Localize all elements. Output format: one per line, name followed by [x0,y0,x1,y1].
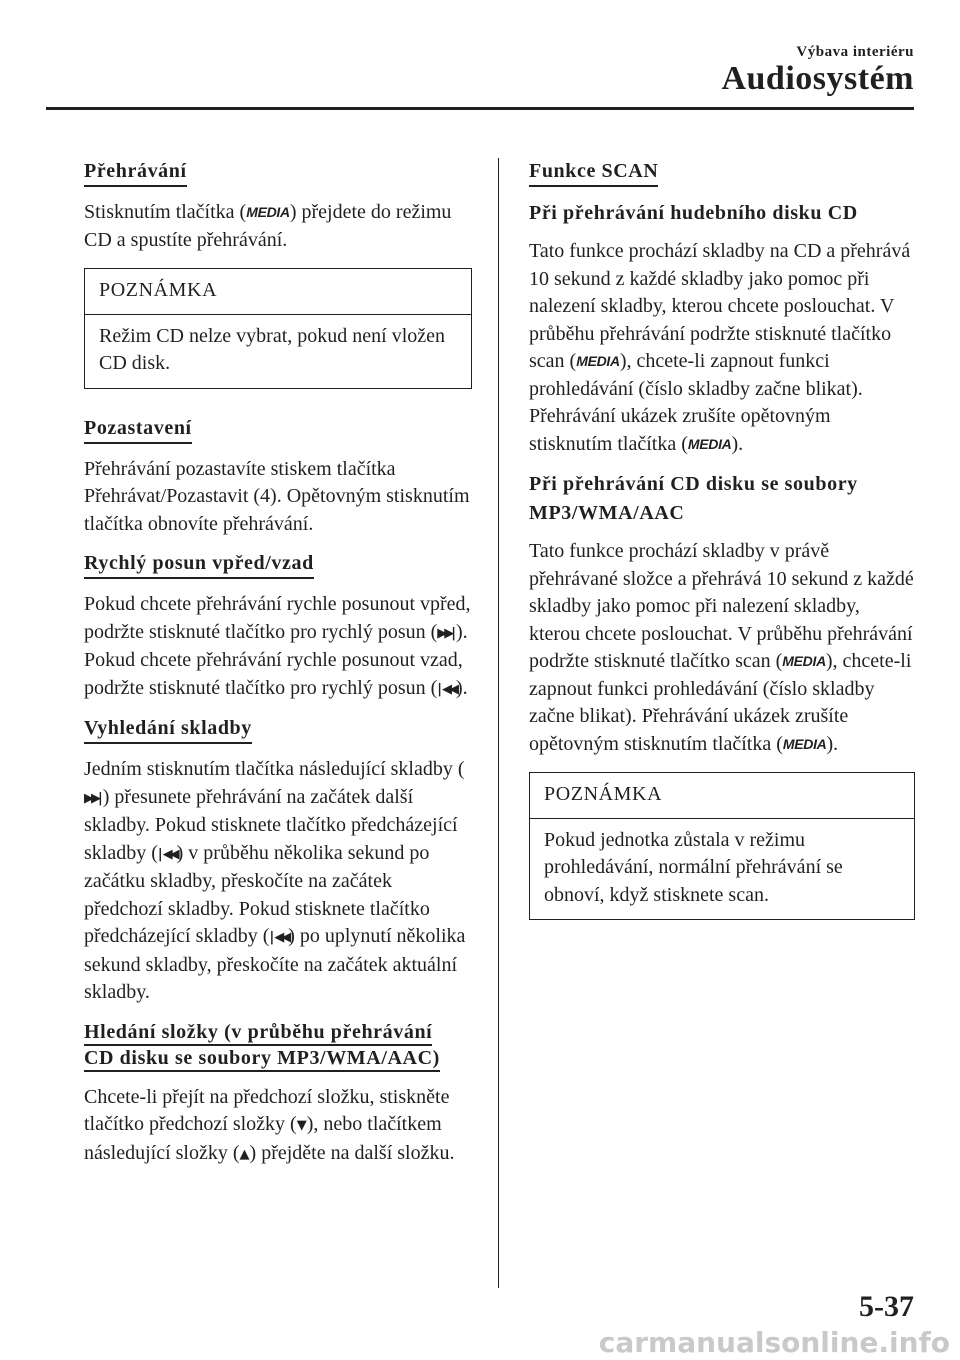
media-button-icon: MEDIA [782,653,826,669]
pause-heading: Pozastavení [84,415,192,444]
scan-mp3-subheading: Při přehrávání CD disku se soubory MP3/WMA/AAC [529,473,858,524]
fast-forward-heading: Rychlý posun vpřed/vzad [84,550,314,579]
page-number: 5-37 [859,1290,914,1323]
watermark: carmanualsonline.info [598,1326,950,1359]
scan-cd-subheading: Při přehrávání hudebního disku CD [529,202,858,224]
playback-heading: Přehrávání [84,158,187,187]
folder-search-heading: Hledání složky (v průběhu přehrávání CD disku se soubory MP3/WMA/AAC) [84,1019,472,1072]
scan-mp3-text: Tato funkce prochází skladby v právě přehrávané složce a přehrává 10 sekund z každé skladby jako pomoc při nalezení skladby, kterou chcete poslouchat. V průběhu přehrávání podržte stisknuté tlačítko scan (MEDIA), chcete-li zapnout funkci prohledávání (číslo skladby začne blikat). Přehrávání ukázek zrušíte opětovným stisknutím tlačítka (MEDIA). [529,538,915,758]
track-search-text: Jedním stisknutím tlačítka následující skladby (▶▶|) přesunete přehrávání na začátek další skladby. Pokud stisknete tlačítko předcházející skladby (|◀◀) v průběhu několika sekund po začátku skladby, přeskočíte na začátek předchozí skladby. Pokud stisknete tlačítko předcházející skladby (|◀◀) po uplynutí několika sekund skladby, přeskočíte na začátek aktuální skladby. [84,758,466,1003]
note-body: Režim CD nelze vybrat, pokud není vložen CD disk. [99,324,446,374]
prev-track-icon: |◀◀ [269,930,289,945]
header-title: Audiosystém [721,60,914,97]
header-section-label: Výbava interiéru [796,44,914,60]
header-rule [46,107,914,110]
prev-track-icon: |◀◀ [157,846,177,862]
playback-note [84,268,472,389]
folder-search-text: Chcete-li přejít na předchozí složku, stiskněte tlačítko předchozí složky (▼), nebo tlačítkem následující složky (▲) přejděte na další složku. [84,1084,472,1169]
media-button-icon: MEDIA [246,204,290,220]
left-column [84,158,472,1180]
prev-track-icon: |◀◀ [437,681,457,697]
scan-note [529,772,915,920]
next-track-icon: ▶▶| [84,790,103,806]
next-track-icon: ▶▶| [437,625,457,641]
media-button-icon: MEDIA [687,435,732,452]
note-title: POZNÁMKA [530,773,914,819]
note-title: POZNÁMKA [85,269,471,315]
down-triangle-icon: ▼ [296,1118,307,1133]
up-triangle-icon: ▲ [239,1146,250,1162]
fast-forward-text: Pokud chcete přehrávání rychle posunout vpřed, podržte stisknuté tlačítko pro rychlý posun (▶▶|). Pokud chcete přehrávání rychle posunout vzad, podržte stisknuté tlačítko pro rychlý posun (|◀◀). [84,591,472,703]
scan-cd-text: Tato funkce prochází skladby na CD a přehrává 10 sekund z každé skladby jako pomoc při nalezení skladby, kterou chcete poslouchat. V průběhu přehrávání podržte stisknuté tlačítko scan (MEDIA), chcete-li zapnout funkci prohledávání (číslo skladby začne blikat). Přehrávání ukázek zrušíte opětovným stisknutím tlačítka (MEDIA). [529,238,915,458]
playback-text: Stisknutím tlačítka (MEDIA) přejdete do režimu CD a spustíte přehrávání. [84,201,452,251]
media-button-icon: MEDIA [782,735,827,752]
scan-heading: Funkce SCAN [529,158,658,187]
pause-text: Přehrávání pozastavíte stiskem tlačítka Přehrávat/Pozastavit (4). Opětovným stisknutím tlačítka obnovíte přehrávání. [84,457,470,535]
media-button-icon: MEDIA [576,353,620,369]
right-column [529,158,915,946]
column-divider [498,158,499,1288]
track-search-heading: Vyhledání skladby [84,715,252,744]
note-body: Pokud jednotka zůstala v režimu prohledávání, normální přehrávání se obnoví, když stisknete scan. [544,828,843,906]
